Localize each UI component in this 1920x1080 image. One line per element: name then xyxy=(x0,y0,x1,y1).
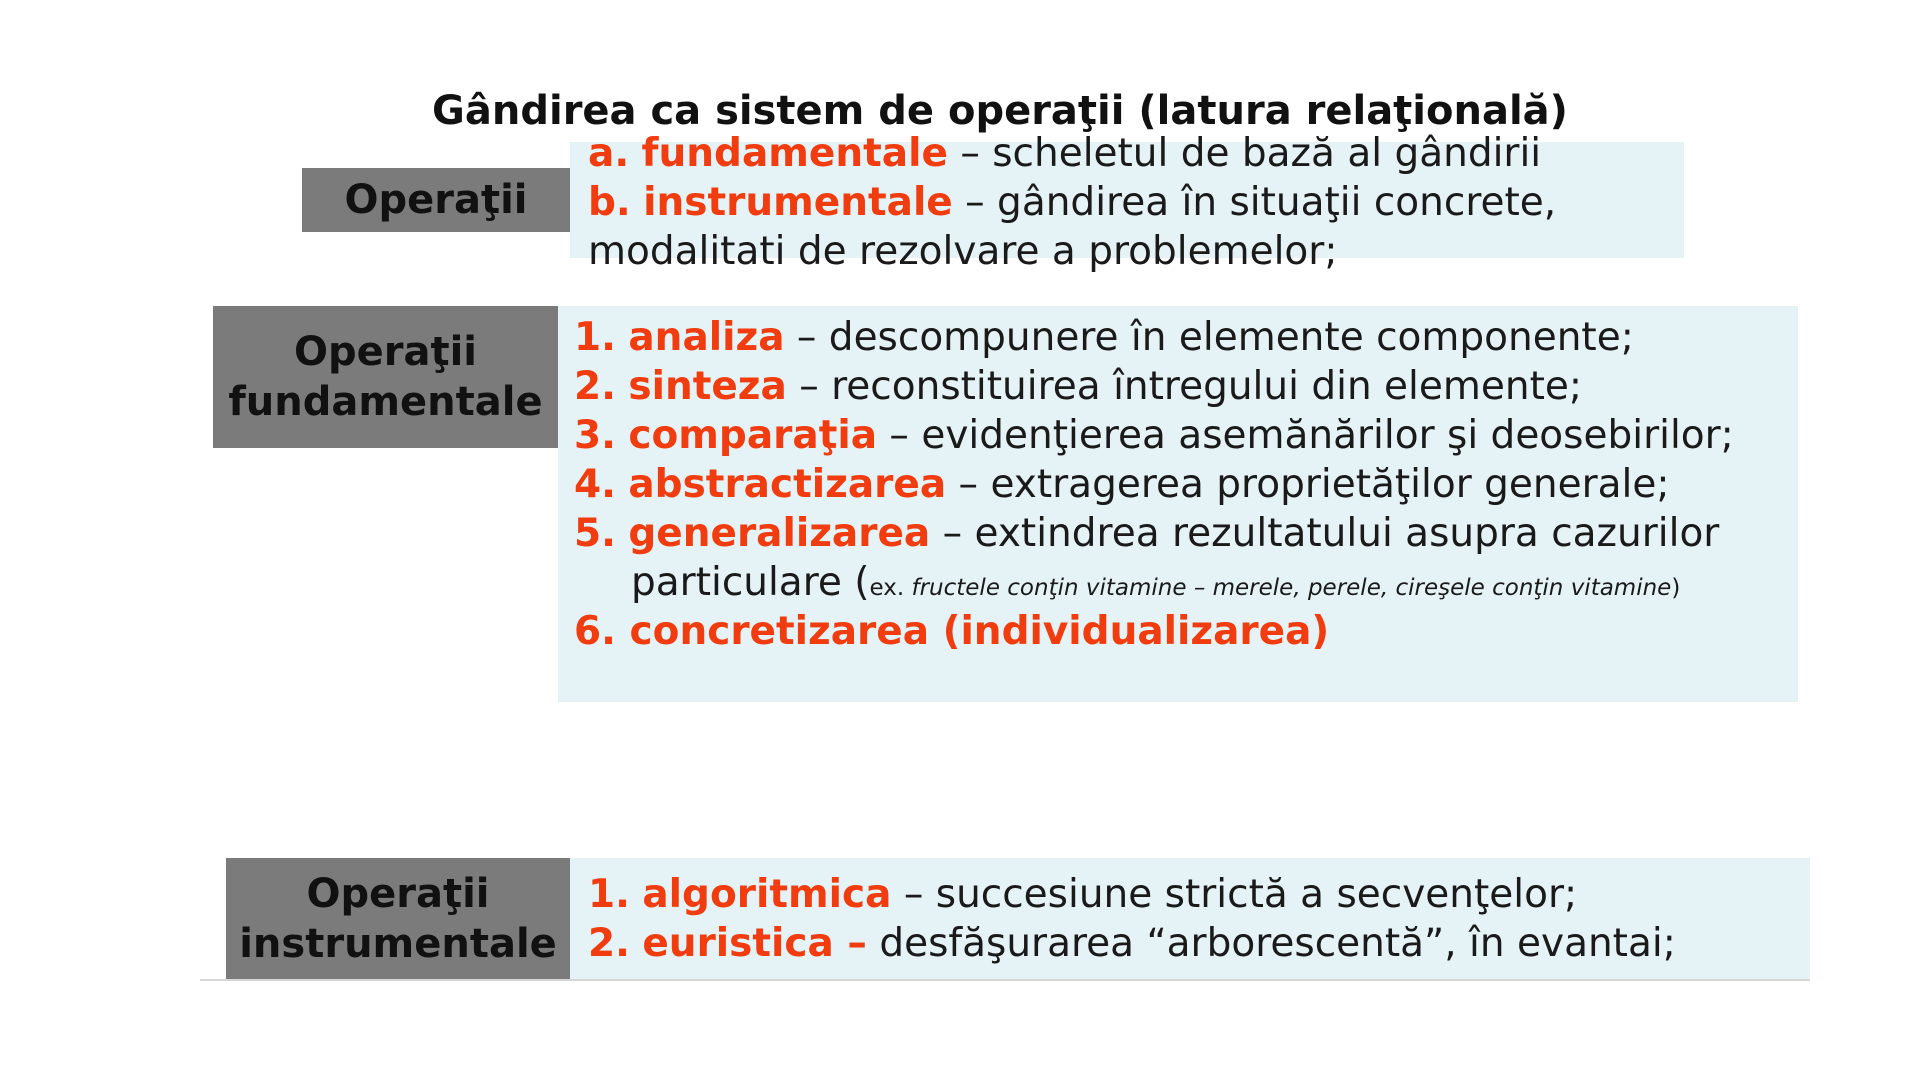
item-num: 4. xyxy=(574,462,616,507)
item-term: generalizarea xyxy=(628,511,931,556)
list-item xyxy=(588,919,1676,968)
label-line: instrumentale xyxy=(239,921,557,967)
item-term: instrumentale xyxy=(643,180,953,225)
item-num: 1. xyxy=(588,872,630,917)
list-item xyxy=(574,362,1734,411)
item-desc: – descompunere în elemente componente; xyxy=(784,315,1634,360)
label-line: Operaţii xyxy=(293,329,478,375)
label-line: Operaţii xyxy=(306,871,490,917)
label-line: fundamentale xyxy=(228,379,543,425)
list-item xyxy=(574,509,1734,558)
item-term: analiza xyxy=(628,315,785,360)
item-desc: – succesiune strictă a secvenţelor; xyxy=(891,872,1578,917)
list-item-continuation xyxy=(574,558,1734,607)
item-term: abstractizarea xyxy=(628,462,947,507)
label-operatii-text: Operaţii xyxy=(344,177,528,223)
example-close: ) xyxy=(1671,575,1681,601)
item-desc: – extragerea proprietăţilor generale; xyxy=(946,462,1670,507)
label-operatii-fundamentale xyxy=(213,306,558,448)
example-prefix: ex. xyxy=(869,575,912,601)
list-item-continuation: modalitati de rezolvare a problemelor; xyxy=(588,229,1338,274)
item-term: algoritmica xyxy=(642,872,892,917)
operatii-list xyxy=(588,129,1556,276)
bottom-divider xyxy=(200,979,1810,981)
page-title: Gândirea ca sistem de operaţii (latura relaţională) xyxy=(432,88,1568,134)
item-desc: – extindrea rezultatului asupra cazurilor xyxy=(930,511,1720,556)
item-term: fundamentale xyxy=(641,131,948,176)
continuation-text: particulare ( xyxy=(631,560,870,605)
item-term: sinteza xyxy=(628,364,787,409)
item-desc: – reconstituirea întregului din elemente; xyxy=(786,364,1583,409)
item-desc: – gândirea în situaţii concrete, xyxy=(952,180,1557,225)
label-operatii-instrumentale xyxy=(226,858,570,980)
item-term: comparaţia xyxy=(628,413,878,458)
list-item xyxy=(574,460,1734,509)
item-desc: desfăşurarea “arborescentă”, în evantai; xyxy=(866,921,1676,966)
list-item xyxy=(588,178,1556,227)
item-num: 2. xyxy=(588,921,630,966)
item-num: a. xyxy=(588,131,630,176)
list-item xyxy=(574,313,1734,362)
item-num: b. xyxy=(588,180,631,225)
item-num: 3. xyxy=(574,413,616,458)
example-text: fructele conţin vitamine – merele, perele, cireşele conţin vitamine xyxy=(911,575,1672,601)
item-desc: – scheletul de bază al gândirii xyxy=(947,131,1542,176)
item-desc: – evidenţierea asemănărilor şi deosebirilor; xyxy=(877,413,1734,458)
item-num: 5. xyxy=(574,511,616,556)
list-item-concretizarea: 6. concretizarea (individualizarea) xyxy=(574,609,1330,654)
fundamentale-list xyxy=(574,313,1734,656)
item-num: 2. xyxy=(574,364,616,409)
item-term: euristica – xyxy=(642,921,867,966)
instrumentale-list xyxy=(588,870,1676,968)
label-operatii xyxy=(302,168,570,232)
list-item xyxy=(588,870,1676,919)
list-item xyxy=(588,129,1556,178)
item-num: 1. xyxy=(574,315,616,360)
list-item xyxy=(574,411,1734,460)
